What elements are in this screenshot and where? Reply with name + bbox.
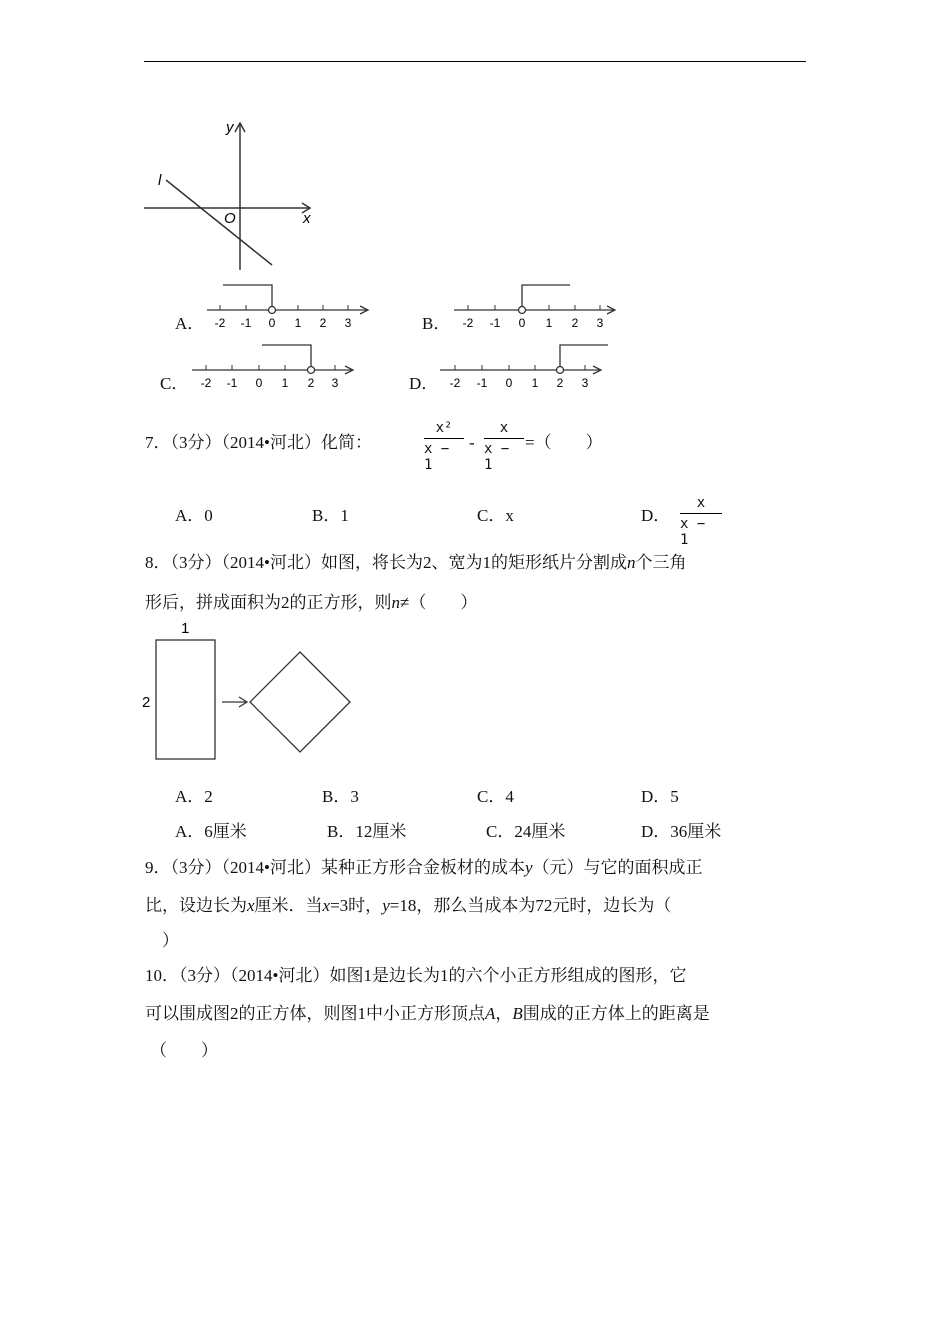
tick-label: -2 [200, 376, 212, 390]
rect-height-label: 2 [142, 694, 151, 711]
coordinate-graph [140, 115, 320, 275]
rect-width-label: 1 [181, 620, 190, 637]
line-label: l [158, 172, 162, 189]
q7-option-d-fraction [680, 495, 722, 548]
q9-line-2-b: 厘米．当 [254, 896, 323, 915]
q6-option-b-letter: B． [422, 314, 451, 333]
tick-label: 2 [307, 376, 315, 390]
tick-label: 0 [518, 316, 526, 330]
tick-label: 1 [545, 316, 553, 330]
tick-label: 0 [505, 376, 513, 390]
origin-label: O [224, 210, 236, 227]
q9-y: y [382, 896, 390, 915]
q7-option-c: C．x [477, 506, 514, 525]
tick-label: 3 [596, 316, 604, 330]
q8-line-1 [145, 552, 686, 574]
q10-line-2-b: 围成的正方体上的距离是 [522, 1004, 710, 1023]
q9-line-3: ） [162, 931, 179, 950]
q9-y: y [524, 858, 533, 877]
q7-frac1-numerator: x² [435, 420, 453, 436]
tick-label: -1 [226, 376, 238, 390]
q8-n: n [391, 593, 400, 612]
tick-label: -1 [476, 376, 488, 390]
q8-n: n [626, 553, 636, 572]
q8-option-c: C．4 [477, 787, 514, 806]
q9-line-2-c: =3时， [330, 896, 383, 915]
q8-line-1-text: 8．（3分）（2014•河北）如图，将长为2、宽为1的矩形纸片分割成 [145, 553, 627, 572]
q7-frac2-denominator: x − 1 [484, 441, 510, 473]
q6-option-d-letter: D． [409, 374, 439, 393]
q7-option-b: B．1 [312, 506, 349, 525]
number-line-b [452, 280, 622, 332]
q7-stem: 7．（3分）（2014•河北）化简： [145, 433, 372, 452]
tick-label: -2 [214, 316, 226, 330]
tick-label: 3 [331, 376, 339, 390]
q8-option-b: B．3 [322, 787, 359, 806]
q10-comma: ， [495, 1004, 513, 1023]
tick-label: -1 [240, 316, 252, 330]
q9-x: x [322, 896, 331, 915]
q8-line-1-tail: 个三角 [635, 553, 687, 572]
number-line-a-axis [207, 306, 368, 314]
tick-label: -1 [489, 316, 501, 330]
q10-point-b: B [512, 1004, 523, 1023]
q8-line-2-tail: ≠（ ） [400, 593, 478, 612]
q9-line-1 [145, 857, 703, 879]
q9-line-2 [145, 895, 671, 917]
q9-line-2-d: =18，那么当成本为72元时，边长为（ [389, 896, 672, 915]
q7-option-a: A．0 [175, 506, 213, 525]
q10-point-a: A [485, 1004, 496, 1023]
x-axis-label: x [303, 210, 311, 227]
q7-frac2-numerator: x [499, 420, 509, 436]
tick-label: 0 [255, 376, 263, 390]
q6-option-c-letter: C． [160, 374, 189, 393]
header-rule [144, 61, 806, 62]
tick-label: 1 [531, 376, 539, 390]
tick-label: 0 [268, 316, 276, 330]
tick-label: 3 [581, 376, 589, 390]
y-axis-label: y [226, 119, 234, 136]
tick-label: -2 [462, 316, 474, 330]
q10-line-2-a: 可以围成图2的正方体，则图1中小正方形顶点 [145, 1004, 485, 1023]
q9-line-2-a: 比，设边长为 [145, 896, 247, 915]
number-line-a [205, 280, 375, 332]
number-line-c [190, 340, 360, 392]
q7-minus: - [469, 433, 475, 452]
q10-line-3: （ ） [150, 1041, 218, 1060]
tick-label: -2 [449, 376, 461, 390]
q7-option-d-letter: D． [641, 506, 671, 525]
q8-option-d: D．5 [641, 787, 679, 806]
q9-option-a: A．6厘米 [175, 822, 247, 841]
tick-label: 2 [556, 376, 564, 390]
tick-label: 1 [281, 376, 289, 390]
q9-option-d: D．36厘米 [641, 822, 722, 841]
tick-label: 2 [319, 316, 327, 330]
q9-line-1-b: （元）与它的面积成正 [532, 858, 703, 877]
tick-label: 3 [344, 316, 352, 330]
number-line-d [438, 340, 610, 392]
q9-x: x [247, 896, 255, 915]
rectangle-to-square-figure [140, 618, 355, 763]
q10-line-1: 10．（3分）（2014•河北）如图1是边长为1的六个小正方形组成的图形，它 [145, 966, 687, 985]
q7-tail: =（ ） [525, 433, 603, 452]
q9-option-c: C．24厘米 [486, 822, 566, 841]
q6-option-a-letter: A． [175, 314, 205, 333]
q7-frac1-denominator: x − 1 [424, 441, 450, 473]
q7-fraction-2 [484, 420, 524, 473]
tick-label: 1 [294, 316, 302, 330]
q9-option-b: B．12厘米 [327, 822, 407, 841]
q8-option-a: A．2 [175, 787, 213, 806]
q7-option-d-denominator: x − 1 [680, 516, 706, 548]
q10-line-2 [145, 1003, 710, 1025]
q7-option-d-numerator: x [696, 495, 706, 511]
q9-line-1-a: 9．（3分）（2014•河北）某种正方形合金板材的成本 [145, 858, 525, 877]
q7-fraction-1 [424, 420, 464, 473]
q8-line-2-text: 形后，拼成面积为2的正方形，则 [145, 593, 392, 612]
tick-label: 2 [571, 316, 579, 330]
q8-line-2 [145, 592, 477, 614]
